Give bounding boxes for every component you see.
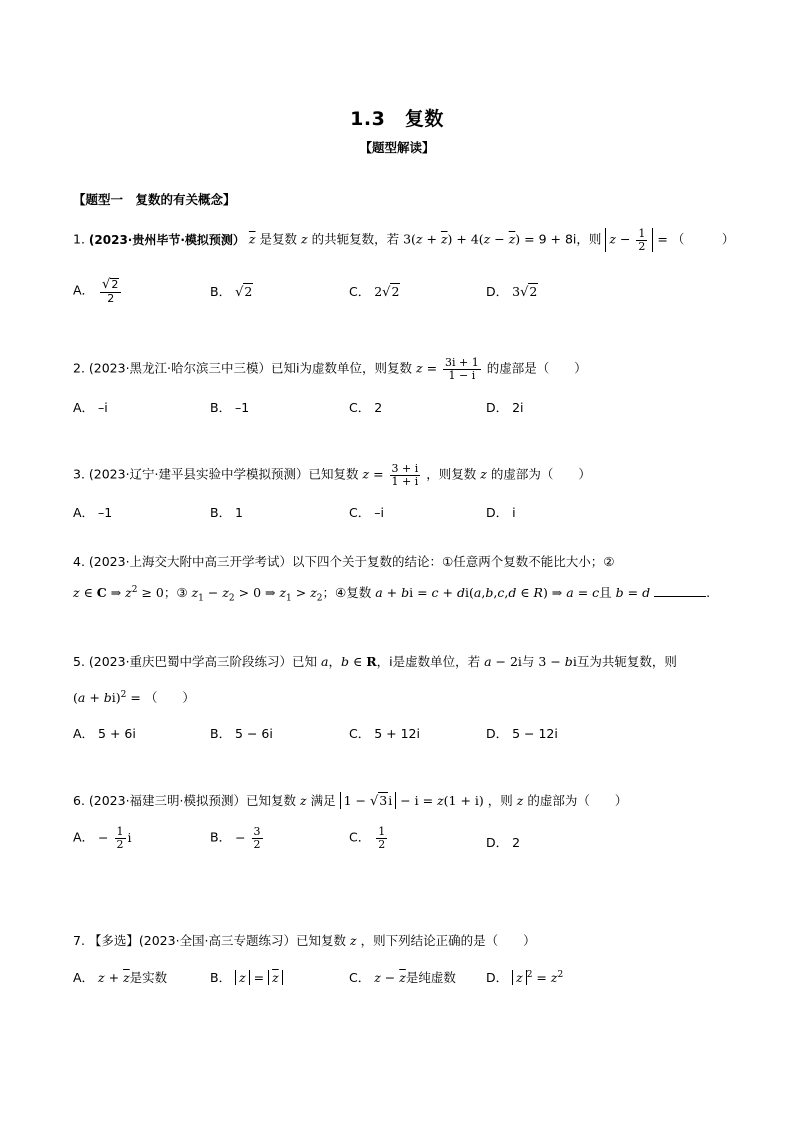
q1-number: 1. <box>73 231 85 247</box>
q5-option-c: C． 5 + 12i <box>349 726 420 741</box>
q1-source: (2023·贵州毕节·模拟预测） <box>88 232 245 247</box>
q1-option-c: C． 2√2 <box>349 284 400 300</box>
q2-option-a: A． –i <box>73 400 108 415</box>
question-5-line-2: (a + bi)$^2$ = （ ） <box>73 689 195 705</box>
q1-option-a: A． $\frac{√2}{2}$ <box>73 278 123 304</box>
q7-option-c: C． $z - \overline{z}$是纯虚数 <box>349 970 456 985</box>
q2-option-c: C． 2 <box>349 400 383 415</box>
q5-option-a: A． 5 + 6i <box>73 726 136 741</box>
question-4-line-1: 4. (2023·上海交大附中高三开学考试）以下四个关于复数的结论：①任意两个复数不能比大小；② <box>73 554 615 569</box>
question-7: 7. 【多选】(2023·全国·高三专题练习）已知复数 z ，则下列结论正确的是（ ） <box>73 933 536 948</box>
q2-option-d: D． 2i <box>486 400 524 415</box>
page-subtitle: 【题型解读】 <box>359 140 435 155</box>
q5-option-d: D． 5 − 12i <box>486 726 558 741</box>
q3-option-d: D． i <box>486 505 516 520</box>
question-4-line-2: z ∈ C ⇒ $z^2 \ge 0$；③ $z_1 - z_2 > 0$ ⇒ $z_1 > z_2$；④复数 a + bi = c + di(a,b,c,d ∈ R) ⇒ a = c且 b = d . <box>73 584 711 604</box>
q6-option-b: B． − $\frac{3}{2}$ <box>210 825 261 851</box>
section-heading: 【题型一 复数的有关概念】 <box>73 192 236 207</box>
question-3: 3. (2023·辽宁·建平县实验中学模拟预测）已知复数 z = $\frac{3 + i}{1 + i}$ ，则复数 z 的虚部为（ ） <box>73 462 591 488</box>
q1-option-d: D． 3√2 <box>486 284 538 300</box>
q3-option-a: A． –1 <box>73 505 113 520</box>
page-title: 1.3 复数 <box>350 108 444 130</box>
q7-option-b: B． $z = \overline{z}$ <box>210 968 283 986</box>
q7-option-d: D． z $^2 = z^2$ <box>486 969 564 985</box>
q7-option-a: A． $z + \overline{z}$是实数 <box>73 970 168 985</box>
question-1: 1. (2023·贵州毕节·模拟预测） $\overline{z}$ 是复数 z 的共轭复数，若 $3(z + \overline{z}) + 4(z - \overline{z}) = 9 + 8i$，则 z − $\frac{1}{2}$ = （ ） <box>73 227 735 253</box>
question-5-line-1: 5. (2023·重庆巴蜀中学高三阶段练习）已知 a，b ∈ R，i是虚数单位，若 a − 2i与 3 − bi互为共轭复数，则 <box>73 654 677 669</box>
q1-option-b: B． √2 <box>210 284 253 300</box>
question-2: 2. (2023·黑龙江·哈尔滨三中三模）已知i为虚数单位，则复数 z = $\frac{3i + 1}{1 - i}$ 的虚部是（ ） <box>73 356 587 382</box>
q3-option-b: B． 1 <box>210 505 244 520</box>
q6-option-d: D． 2 <box>486 835 521 850</box>
question-6: 6. (2023·福建三明·模拟预测）已知复数 z 满足 1 − √3i − i = z(1 + i) ，则 z 的虚部为（ ） <box>73 793 628 809</box>
q3-option-c: C． –i <box>349 505 384 520</box>
q6-option-c: C． $\frac{1}{2}$ <box>349 825 386 851</box>
q5-option-b: B． 5 − 6i <box>210 726 273 741</box>
q6-option-a: A． − $\frac{1}{2}$ i <box>73 825 132 851</box>
q2-option-b: B． –1 <box>210 400 250 415</box>
